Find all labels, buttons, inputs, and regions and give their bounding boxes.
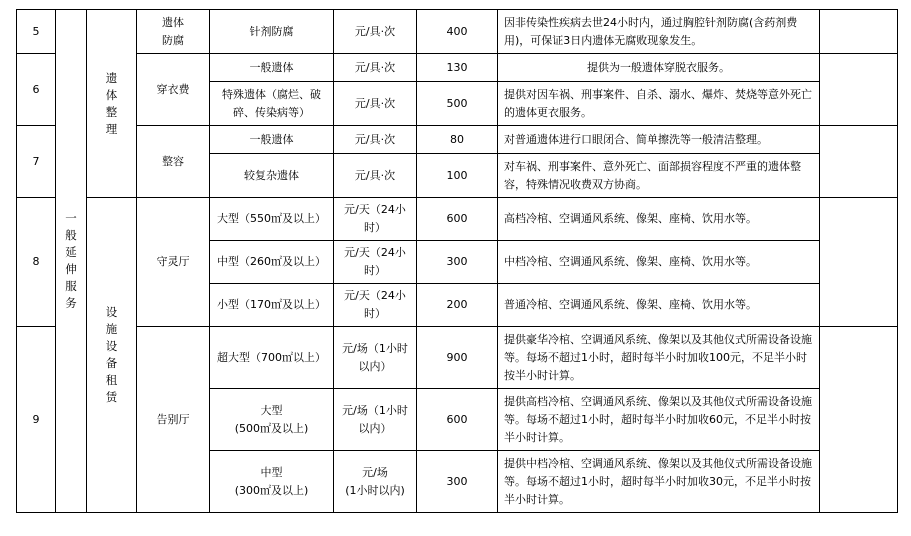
table-row: [17, 54, 898, 82]
item-desc: 中档冷棺、空调通风系统、像架、座椅、饮用水等。: [498, 241, 820, 284]
table-row: [17, 126, 898, 154]
item-unit: 元/具·次: [334, 10, 417, 54]
group-label: 遗体整理: [105, 70, 118, 136]
item-spec: 大型（550㎡及以上）: [210, 198, 334, 241]
item-spec: [210, 451, 334, 513]
item-name: 守灵厅: [137, 198, 210, 327]
item-price: 100: [417, 154, 498, 198]
item-unit-text: 元/场 (1小时以内): [345, 465, 405, 497]
item-desc: 提供中档冷棺、空调通风系统、像架以及其他仪式所需设备设施等。每场不超过1小时，超时每半小时加收30元，不足半小时按半小时计算。: [498, 451, 820, 513]
row-number: 7: [17, 126, 56, 198]
item-desc: 提供为一般遗体穿脱衣服务。: [498, 54, 820, 82]
item-spec: 小型（170㎡及以上）: [210, 284, 334, 327]
row-number: 5: [17, 10, 56, 54]
item-unit: 元/具·次: [334, 154, 417, 198]
item-price: 130: [417, 54, 498, 82]
item-price: 80: [417, 126, 498, 154]
item-desc: 提供豪华冷棺、空调通风系统、像架以及其他仪式所需设备设施等。每场不超过1小时，超时每半小时加收100元，不足半小时按半小时计算。: [498, 327, 820, 389]
item-name: [137, 10, 210, 54]
item-name: 整容: [137, 126, 210, 198]
remark-cell: [820, 54, 898, 126]
item-spec: 特殊遗体（腐烂、破碎、传染病等）: [210, 82, 334, 126]
fee-table: [16, 9, 898, 513]
item-spec: 一般遗体: [210, 54, 334, 82]
item-name: 穿衣费: [137, 54, 210, 126]
item-price: 600: [417, 198, 498, 241]
item-spec: 超大型（700㎡以上）: [210, 327, 334, 389]
category-label: 一般延伸服务: [65, 211, 77, 310]
remark-cell: [820, 10, 898, 54]
item-price: 500: [417, 82, 498, 126]
item-spec: 中型（260㎡及以上）: [210, 241, 334, 284]
group-label: 设施设备租赁: [105, 305, 118, 404]
category-cell: [56, 10, 87, 513]
row-number: 6: [17, 54, 56, 126]
item-desc: 对车祸、刑事案件、意外死亡、面部损容程度不严重的遗体整容，特殊情况收费双方协商。: [498, 154, 820, 198]
item-spec-text: 中型 (300㎡及以上): [234, 465, 309, 497]
item-price: 300: [417, 241, 498, 284]
group-cell: [87, 10, 137, 198]
item-spec: [210, 389, 334, 451]
item-price: 200: [417, 284, 498, 327]
table-row: [17, 198, 898, 241]
item-desc: 提供高档冷棺、空调通风系统、像架以及其他仪式所需设备设施等。每场不超过1小时，超时每半小时加收60元，不足半小时按半小时计算。: [498, 389, 820, 451]
item-unit: 元/具·次: [334, 82, 417, 126]
item-desc: 高档冷棺、空调通风系统、像架、座椅、饮用水等。: [498, 198, 820, 241]
fee-table-container: [16, 9, 897, 513]
item-price: 400: [417, 10, 498, 54]
item-price: 900: [417, 327, 498, 389]
table-row: [17, 327, 898, 389]
item-unit: 元/天（24小时）: [334, 241, 417, 284]
item-unit: 元/场（1小时以内）: [334, 327, 417, 389]
item-spec: 一般遗体: [210, 126, 334, 154]
item-unit: 元/具·次: [334, 54, 417, 82]
item-spec-text: 大型 (500㎡及以上): [234, 403, 309, 435]
row-number: 9: [17, 327, 56, 513]
item-unit: [334, 451, 417, 513]
item-name: 告别厅: [137, 327, 210, 513]
item-desc: 提供对因车祸、刑事案件、自杀、溺水、爆炸、焚烧等意外死亡的遗体更衣服务。: [498, 82, 820, 126]
item-price: 300: [417, 451, 498, 513]
remark-cell: [820, 198, 898, 327]
item-unit: 元/天（24小时）: [334, 198, 417, 241]
item-desc: 对普通遗体进行口眼闭合、简单擦洗等一般清洁整理。: [498, 126, 820, 154]
group-cell: [87, 198, 137, 513]
item-price: 600: [417, 389, 498, 451]
item-desc: 因非传染性疾病去世24小时内，通过胸腔针剂防腐(含药剂费用)，可保证3日内遗体无腐败现象发生。: [498, 10, 820, 54]
item-unit: 元/天（24小时）: [334, 284, 417, 327]
item-desc: 普通冷棺、空调通风系统、像架、座椅、饮用水等。: [498, 284, 820, 327]
item-unit: 元/具·次: [334, 126, 417, 154]
row-number: 8: [17, 198, 56, 327]
remark-cell: [820, 327, 898, 513]
item-spec: 针剂防腐: [210, 10, 334, 54]
remark-cell: [820, 126, 898, 198]
item-name-text: 遗体 防腐: [162, 15, 184, 47]
item-spec: 较复杂遗体: [210, 154, 334, 198]
item-unit: 元/场（1小时以内）: [334, 389, 417, 451]
table-row: [17, 10, 898, 54]
